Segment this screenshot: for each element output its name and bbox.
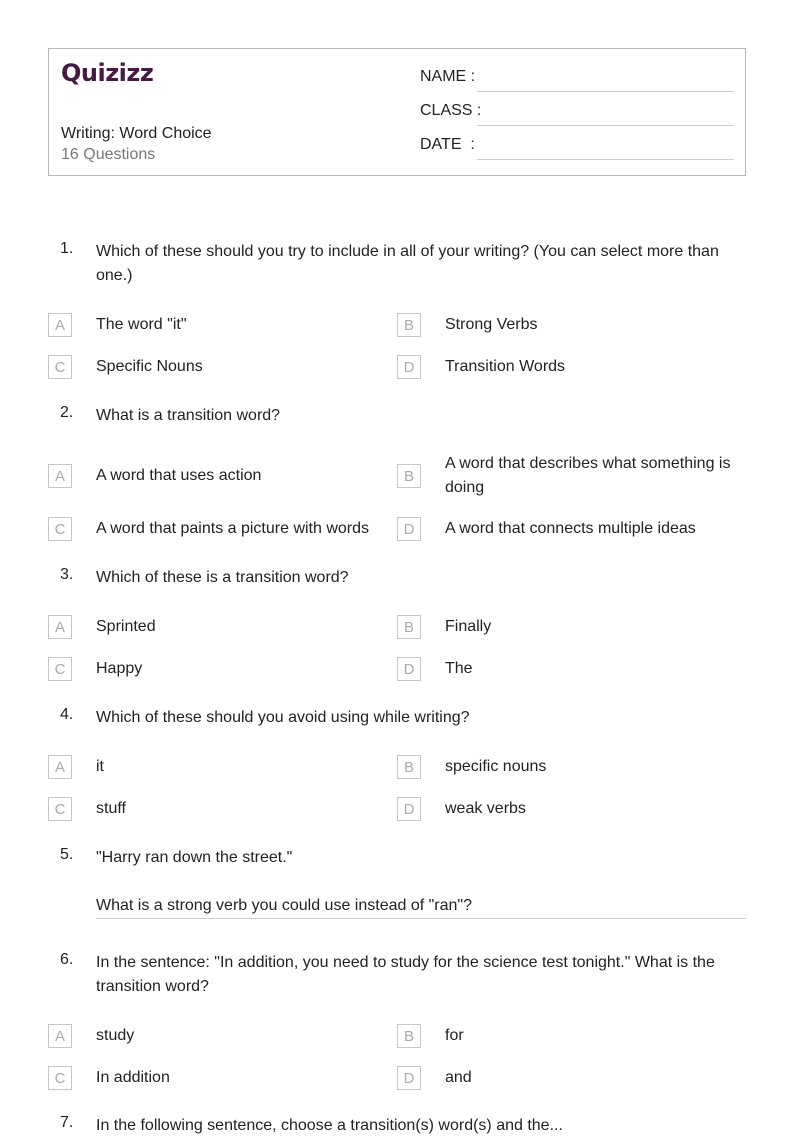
option-text: Happy: [96, 660, 143, 677]
question-number: 1.: [60, 240, 74, 257]
question-1: [48, 240, 746, 380]
option-b[interactable]: [397, 755, 746, 779]
question-3: [48, 566, 746, 686]
question-count: 16 Questions: [61, 146, 156, 163]
option-letter-box[interactable]: A: [48, 615, 72, 639]
option-letter-box[interactable]: C: [48, 517, 72, 541]
option-letter-box[interactable]: B: [397, 313, 421, 337]
option-text: stuff: [96, 800, 126, 817]
option-letter-box[interactable]: B: [397, 464, 421, 488]
option-c[interactable]: [48, 355, 378, 379]
option-a[interactable]: [48, 1024, 378, 1048]
option-d[interactable]: [397, 797, 746, 821]
option-a[interactable]: [48, 464, 388, 488]
option-text: specific nouns: [445, 758, 547, 775]
class-label: CLASS :: [420, 102, 482, 119]
option-c[interactable]: [48, 657, 378, 681]
option-a[interactable]: [48, 313, 378, 337]
question-7: [48, 1114, 746, 1138]
question-number: 5.: [60, 846, 74, 863]
option-c[interactable]: [48, 1066, 378, 1090]
option-a[interactable]: [48, 615, 378, 639]
option-letter-box[interactable]: A: [48, 755, 72, 779]
option-text: Finally: [445, 618, 492, 635]
question-text: Which of these is a transition word?: [96, 569, 349, 586]
option-text: The: [445, 660, 473, 677]
option-letter-box[interactable]: D: [397, 657, 421, 681]
question-number: 7.: [60, 1114, 74, 1131]
option-b[interactable]: [397, 455, 746, 496]
question-text: Which of these should you try to include in all of your writing? (You can select more than one.): [96, 243, 719, 284]
option-c[interactable]: [48, 797, 378, 821]
option-text: it: [96, 758, 104, 775]
question-number: 4.: [60, 706, 74, 723]
question-text: "Harry ran down the street.": [96, 849, 293, 866]
option-text: Specific Nouns: [96, 358, 203, 375]
worksheet-header: [48, 48, 746, 176]
option-text: for: [445, 1027, 464, 1044]
option-c[interactable]: [48, 517, 388, 541]
question-text: In the following sentence, choose a transition(s) word(s) and the...: [96, 1117, 563, 1134]
option-text: weak verbs: [445, 800, 526, 817]
option-letter-box[interactable]: B: [397, 755, 421, 779]
option-letter-box[interactable]: D: [397, 797, 421, 821]
question-text: Which of these should you avoid using while writing?: [96, 709, 470, 726]
option-letter-box[interactable]: D: [397, 1066, 421, 1090]
option-letter-box[interactable]: B: [397, 615, 421, 639]
date-label: DATE :: [420, 136, 475, 153]
option-text: Sprinted: [96, 618, 156, 635]
date-input-line[interactable]: [477, 159, 734, 160]
option-letter-box[interactable]: C: [48, 355, 72, 379]
option-letter-box[interactable]: A: [48, 464, 72, 488]
option-d[interactable]: [397, 1066, 746, 1090]
option-letter-box[interactable]: D: [397, 517, 421, 541]
option-text: Strong Verbs: [445, 316, 538, 333]
class-field[interactable]: [420, 100, 734, 126]
option-b[interactable]: [397, 1024, 746, 1048]
option-text: study: [96, 1027, 135, 1044]
option-letter-box[interactable]: A: [48, 313, 72, 337]
name-field[interactable]: [420, 66, 734, 92]
question-number: 2.: [60, 404, 74, 421]
worksheet-title: Writing: Word Choice: [61, 125, 212, 142]
option-b[interactable]: [397, 313, 746, 337]
question-2: [48, 404, 746, 544]
question-6: [48, 951, 746, 1091]
option-letter-box[interactable]: C: [48, 657, 72, 681]
option-text: and: [445, 1069, 472, 1086]
class-input-line[interactable]: [477, 125, 734, 126]
question-prompt: What is a strong verb you could use instead of "ran"?: [96, 897, 473, 914]
question-number: 6.: [60, 951, 74, 968]
quizizz-logo: Quizizz: [61, 59, 154, 87]
option-letter-box[interactable]: D: [397, 355, 421, 379]
option-b[interactable]: [397, 615, 746, 639]
question-number: 3.: [60, 566, 74, 583]
option-text: A word that connects multiple ideas: [445, 520, 696, 537]
name-input-line[interactable]: [477, 91, 734, 92]
option-text: Transition Words: [445, 358, 566, 375]
question-text: What is a transition word?: [96, 407, 281, 424]
option-letter-box[interactable]: B: [397, 1024, 421, 1048]
option-letter-box[interactable]: C: [48, 797, 72, 821]
question-5: [48, 846, 746, 926]
option-text: In addition: [96, 1069, 170, 1086]
option-text: The word "it": [96, 316, 187, 333]
question-4: [48, 706, 746, 826]
option-letter-box[interactable]: A: [48, 1024, 72, 1048]
name-label: NAME :: [420, 68, 476, 85]
option-d[interactable]: [397, 517, 746, 541]
option-a[interactable]: [48, 755, 378, 779]
option-text: A word that describes what something is doing: [445, 455, 731, 496]
option-d[interactable]: [397, 657, 746, 681]
option-d[interactable]: [397, 355, 746, 379]
option-text: A word that uses action: [96, 467, 262, 484]
date-field[interactable]: [420, 134, 734, 160]
question-text: In the sentence: "In addition, you need to study for the science test tonight." What is the transition word?: [96, 954, 715, 995]
option-letter-box[interactable]: C: [48, 1066, 72, 1090]
option-text: A word that paints a picture with words: [96, 520, 370, 537]
answer-line[interactable]: [96, 918, 746, 919]
